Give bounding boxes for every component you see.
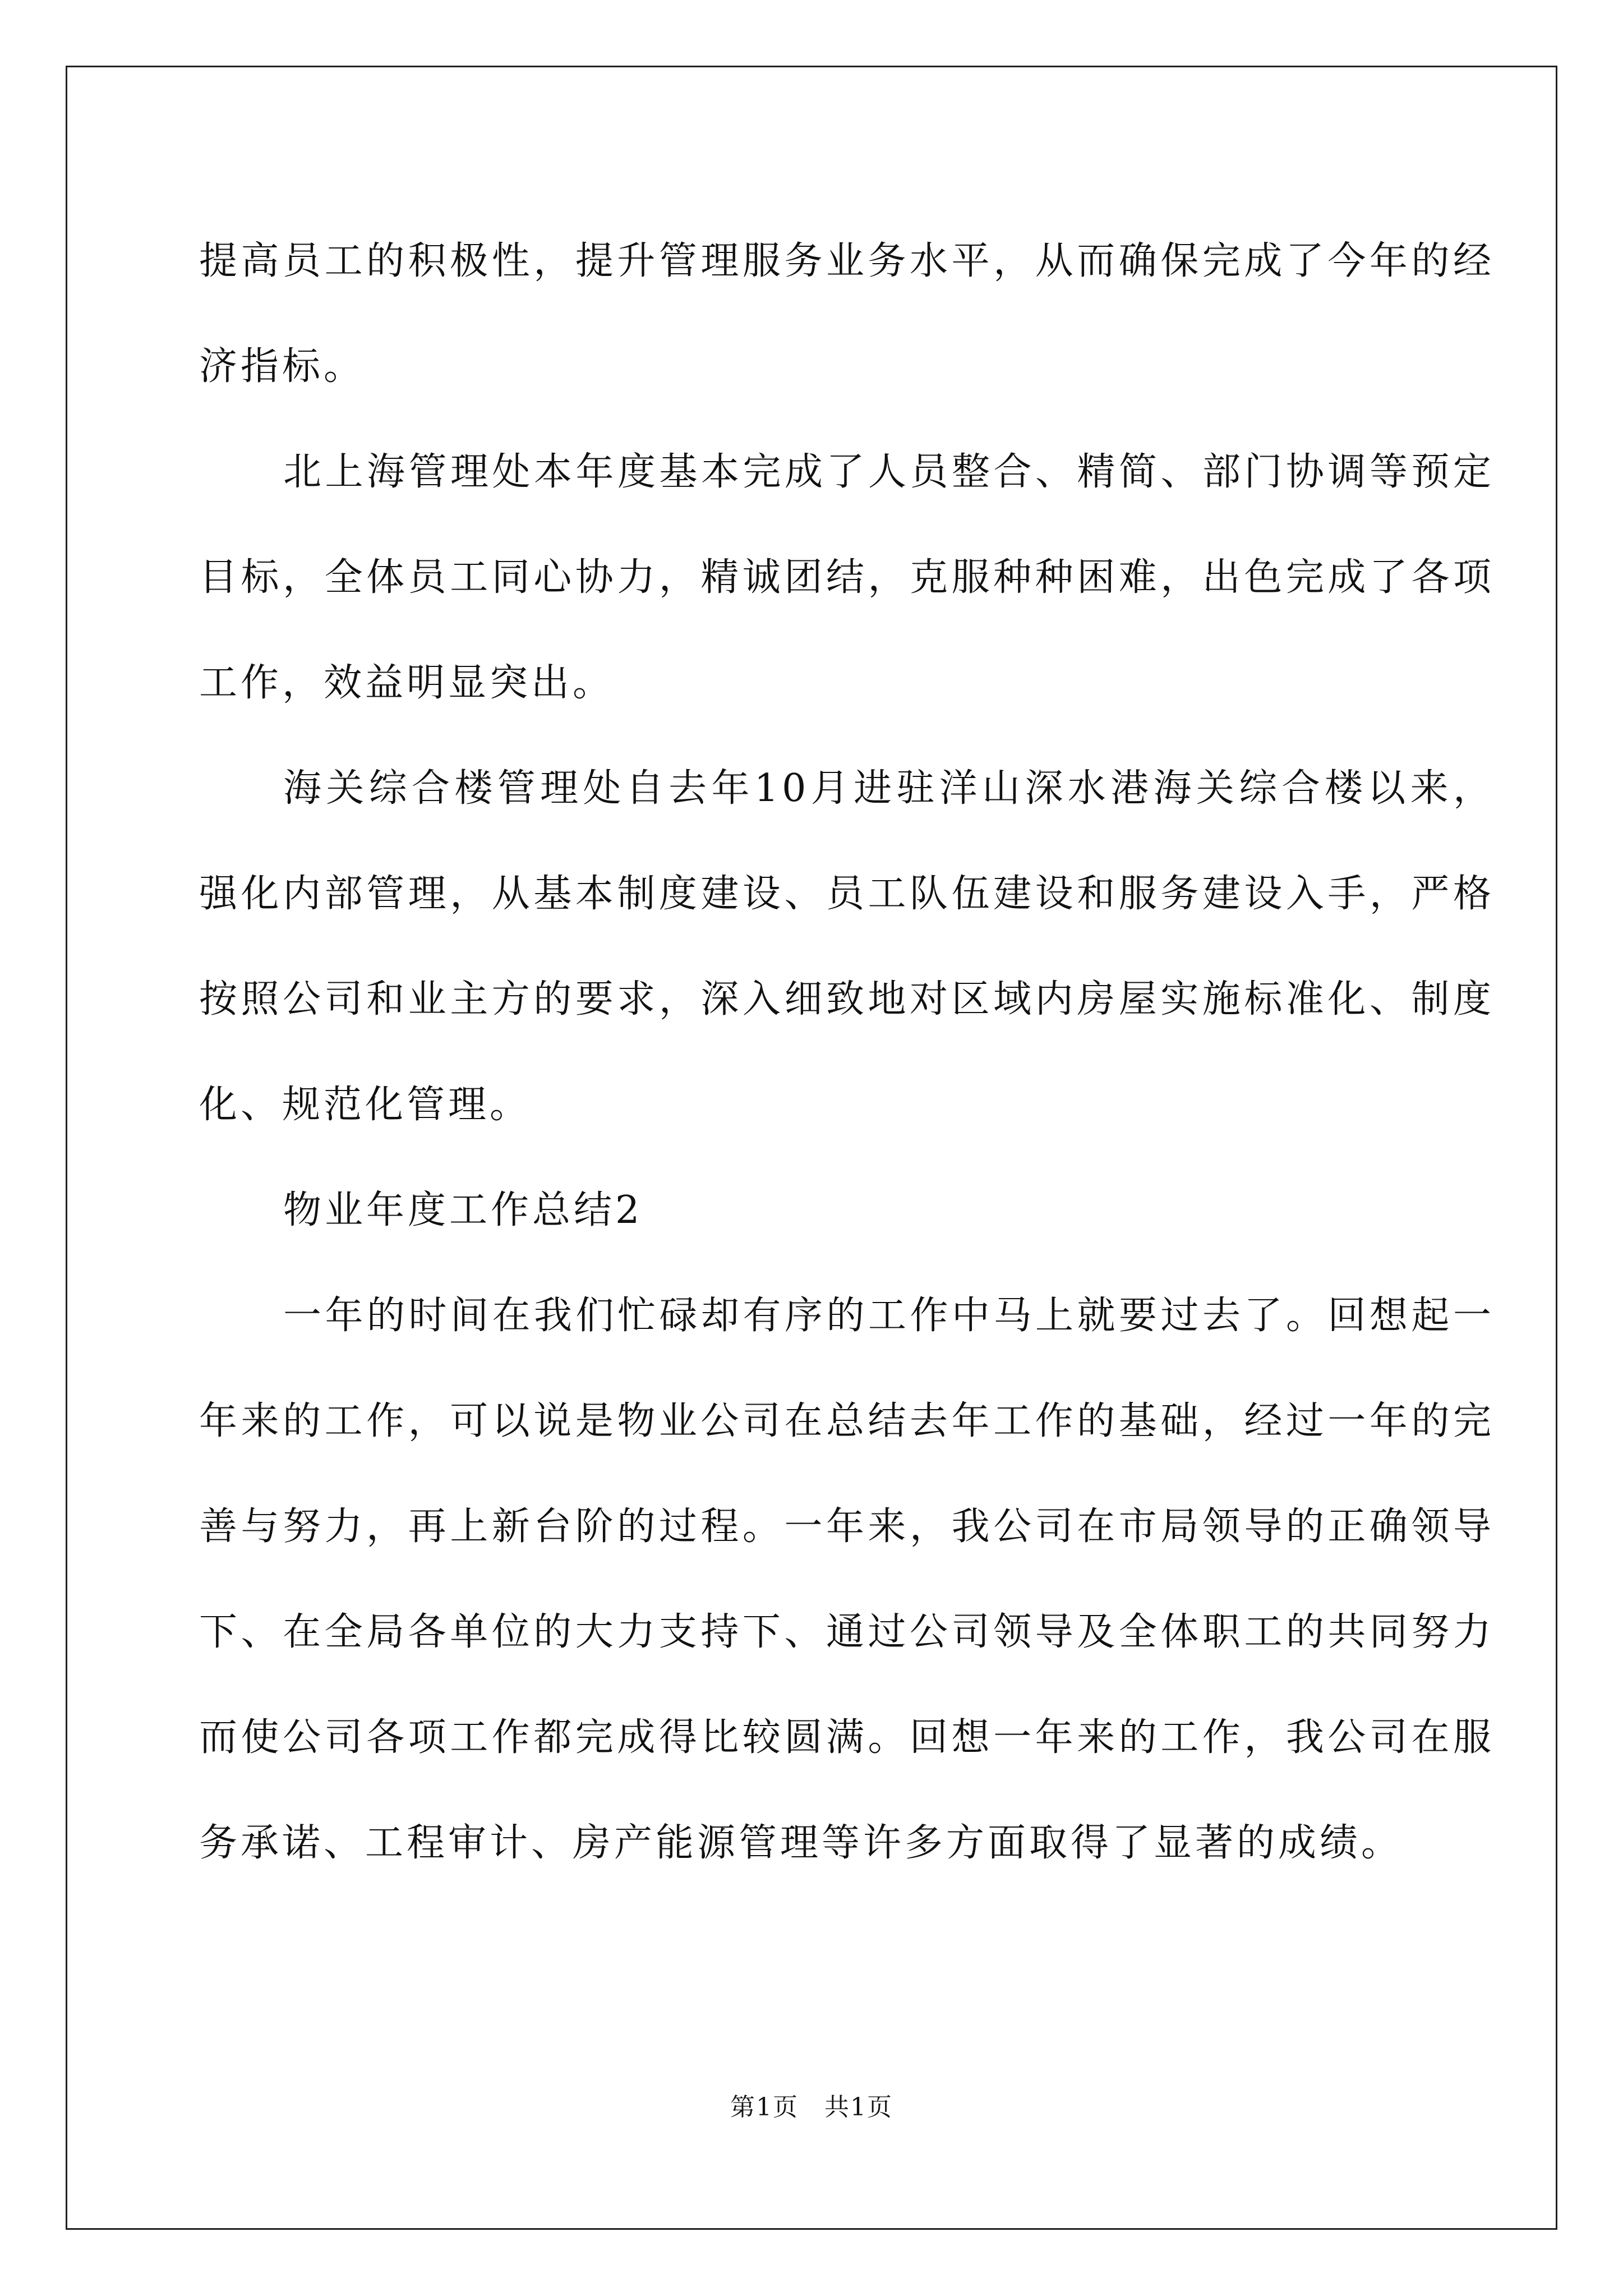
paragraph-north-shanghai: 北上海管理处本年度基本完成了人员整合、精简、部门协调等预定目标，全体员工同心协力，精诚团结，克服种种困难，出色完成了各项工作，效益明显突出。 xyxy=(199,450,1495,705)
paragraph-continuation: 提高员工的积极性，提升管理服务业务水平，从而确保完成了今年的经济指标。 xyxy=(199,239,1495,389)
paragraph-year-review: 一年的时间在我们忙碌却有序的工作中马上就要过去了。回想起一年来的工作，可以说是物业公司在总结去年工作的基础，经过一年的完善与努力，再上新台阶的过程。一年来，我公司在市局领导的正确领导下、在全局各单位的大力支持下、通过公司领导及全体职工的共同努力而使公司各项工作都完成得比较圆满。回想一年来的工作，我公司在服务承诺、工程审计、房产能源管理等许多方面取得了显著的成绩。 xyxy=(199,1294,1495,1865)
page-number: 第1页 共1页 xyxy=(730,2093,893,2122)
section-heading: 物业年度工作总结2 xyxy=(283,1188,643,1232)
document-body xyxy=(199,209,1495,1896)
paragraph-customs-building: 海关综合楼管理处自去年10月进驻洋山深水港海关综合楼以来，强化内部管理，从基本制度建设、员工队伍建设和服务建设入手，严格按照公司和业主方的要求，深入细致地对区域内房屋实施标准化、制度化、规范化管理。 xyxy=(199,766,1495,1127)
